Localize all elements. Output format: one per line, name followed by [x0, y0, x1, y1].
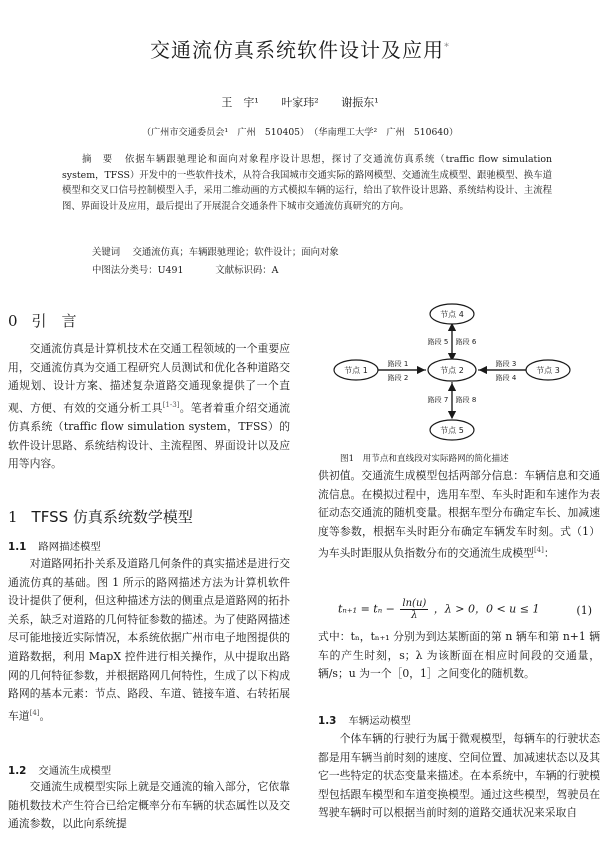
keywords-label: 关键词: [92, 247, 121, 258]
road-label: 路段 5: [427, 338, 449, 346]
network-paragraph: 对道路网拓扑关系及道路几何条件的真实描述是进行交通流仿真的基础。图 1 所示的路网描述方法为计算机软件设计提供了便利，但这种描述方法的侧重点是道路网的拓扑关系，缺乏对道路的几何特征参数的描述。为了使路网描述尽可能地接近实际情况，本系统依据广州市电子地图提供的道路数据，利用 MapX 控件进行相关操作，从中提取出路网的几何特征参数，并根据路网几何特性，生成了以下构成路网的基本元素：节点、路段、车道、链接车道、右转拓展车道[4]。: [8, 557, 290, 723]
subsection-heading: 1.1 路网描述模型: [8, 541, 101, 553]
road-label: 路段 8: [455, 396, 477, 404]
road-label: 路段 3: [495, 360, 517, 368]
generation-paragraph-cont: 供初值。交通流生成模型包括两部分信息：车辆信息和交通流信息。在模拟过程中，选用车型、车头时距和车速作为表征动态交通流的随机变量。根据车型分布确定车长、加减速度等参数，根据车头时距分布确定车辆发车时刻。式（1）为车头时距服从负指数分布的交通流生成模型[4]：: [318, 469, 600, 560]
equation-number: (1): [576, 604, 592, 617]
generation-paragraph: 交通流生成模型实际上就是交通流的输入部分，它依靠随机数技术产生符合已给定概率分布车辆的状态属性以及交通流参数，以此向系统提: [8, 780, 290, 831]
intro-paragraph: 交通流仿真是计算机技术在交通工程领域的一个重要应用，交通流仿真为交通工程研究人员测试和优化各种道路交通规划、设计方案、描述复杂道路交通现象提供了一个直观、方便、有效的交通分析工具[1-3]。笔者着重介绍交通流仿真系统（traffic flow simulation system，TFSS）的软件设计思路、系统结构设计、主流程图、界面设计以及应用等内容。: [8, 342, 291, 471]
clc-label: 中图法分类号：: [92, 265, 158, 276]
section-heading: 0 引 言: [8, 312, 77, 330]
author: 谢振东¹: [341, 96, 379, 109]
equation-1: tₙ₊₁ = tₙ − $\frac{\ln(u)}{\lambda}$ ，λ > 0，0 < u ≤ 1 (1): [338, 598, 592, 621]
road-network-figure: [330, 300, 580, 450]
keywords-text: 交通流仿真；车辆跟驰理论；软件设计；面向对象: [132, 247, 339, 258]
paper-title: 交通流仿真系统软件设计及应用*: [150, 38, 450, 62]
node-label: 节点 1: [344, 366, 368, 375]
abstract: [62, 152, 552, 214]
subsection-heading: 1.2 交通流生成模型: [8, 765, 112, 777]
doc-code-label: 文献标识码：: [215, 265, 272, 276]
road-label: 路段 7: [427, 396, 449, 404]
clc-code: U491: [157, 265, 184, 276]
node-label: 节点 2: [440, 366, 464, 375]
node-label: 节点 3: [536, 366, 560, 375]
classification: [92, 262, 278, 276]
section-heading: 1 TFSS 仿真系统数学模型: [8, 508, 193, 526]
road-label: 路段 2: [387, 374, 409, 382]
road-label: 路段 6: [455, 338, 477, 346]
doc-code: A: [271, 265, 279, 276]
keywords: [92, 244, 339, 258]
author-list: [0, 94, 600, 110]
abstract-text: 依据车辆跟驰理论和面向对象程序设计思想，探讨了交通流仿真系统（traffic flow simulation system，TFSS）开发中的一些软件技术，从符合我国城市交通实际的路网模型、交通流生成模型、跟驰模型、换车道模型和交叉口信号控制模型入手，采用二维动画的方式模拟车辆的运行，给出了软件设计思路、系统结构设计、主流程图、界面设计及应用，最后提出了开展混合交通条件下城市交通流仿真研究的方向。: [62, 154, 552, 212]
node-label: 节点 5: [440, 426, 464, 435]
figure-caption: 图1 用节点和直线段对实际路网的简化描述: [340, 454, 509, 464]
abstract-label: 摘 要: [82, 154, 114, 165]
road-label: 路段 4: [495, 374, 517, 382]
formula-explanation: 式中：tₙ，tₙ₊₁ 分别为到达某断面的第 n 辆车和第 n+1 辆车的产生时刻，s；λ 为该断面在相应时间段的交通量，辆/s；u 为一个［0，1］之间变化的随机数。: [318, 630, 600, 681]
author: 王 宇¹: [221, 96, 259, 109]
subsection-heading: 1.3 车辆运动模型: [318, 715, 411, 727]
node-label: 节点 4: [440, 310, 464, 319]
vehicle-motion-paragraph: 个体车辆的行驶行为属于微观模型，每辆车的行驶状态都是用车辆当前时刻的速度、空间位置、加减速状态以及其它一些特定的状态变量来描述。在本系统中，车辆的行驶模型包括跟车模型和车道变换模型。通过这些模型，驾驶员在驾驶车辆时可以根据当前时刻的道路交通状况来采取自: [318, 732, 600, 820]
author: 叶家玮²: [281, 96, 319, 109]
road-label: 路段 1: [387, 360, 409, 368]
affiliation: （广州市交通委员会¹ 广州 510405） （华南理工大学² 广州 510640）: [141, 127, 459, 138]
